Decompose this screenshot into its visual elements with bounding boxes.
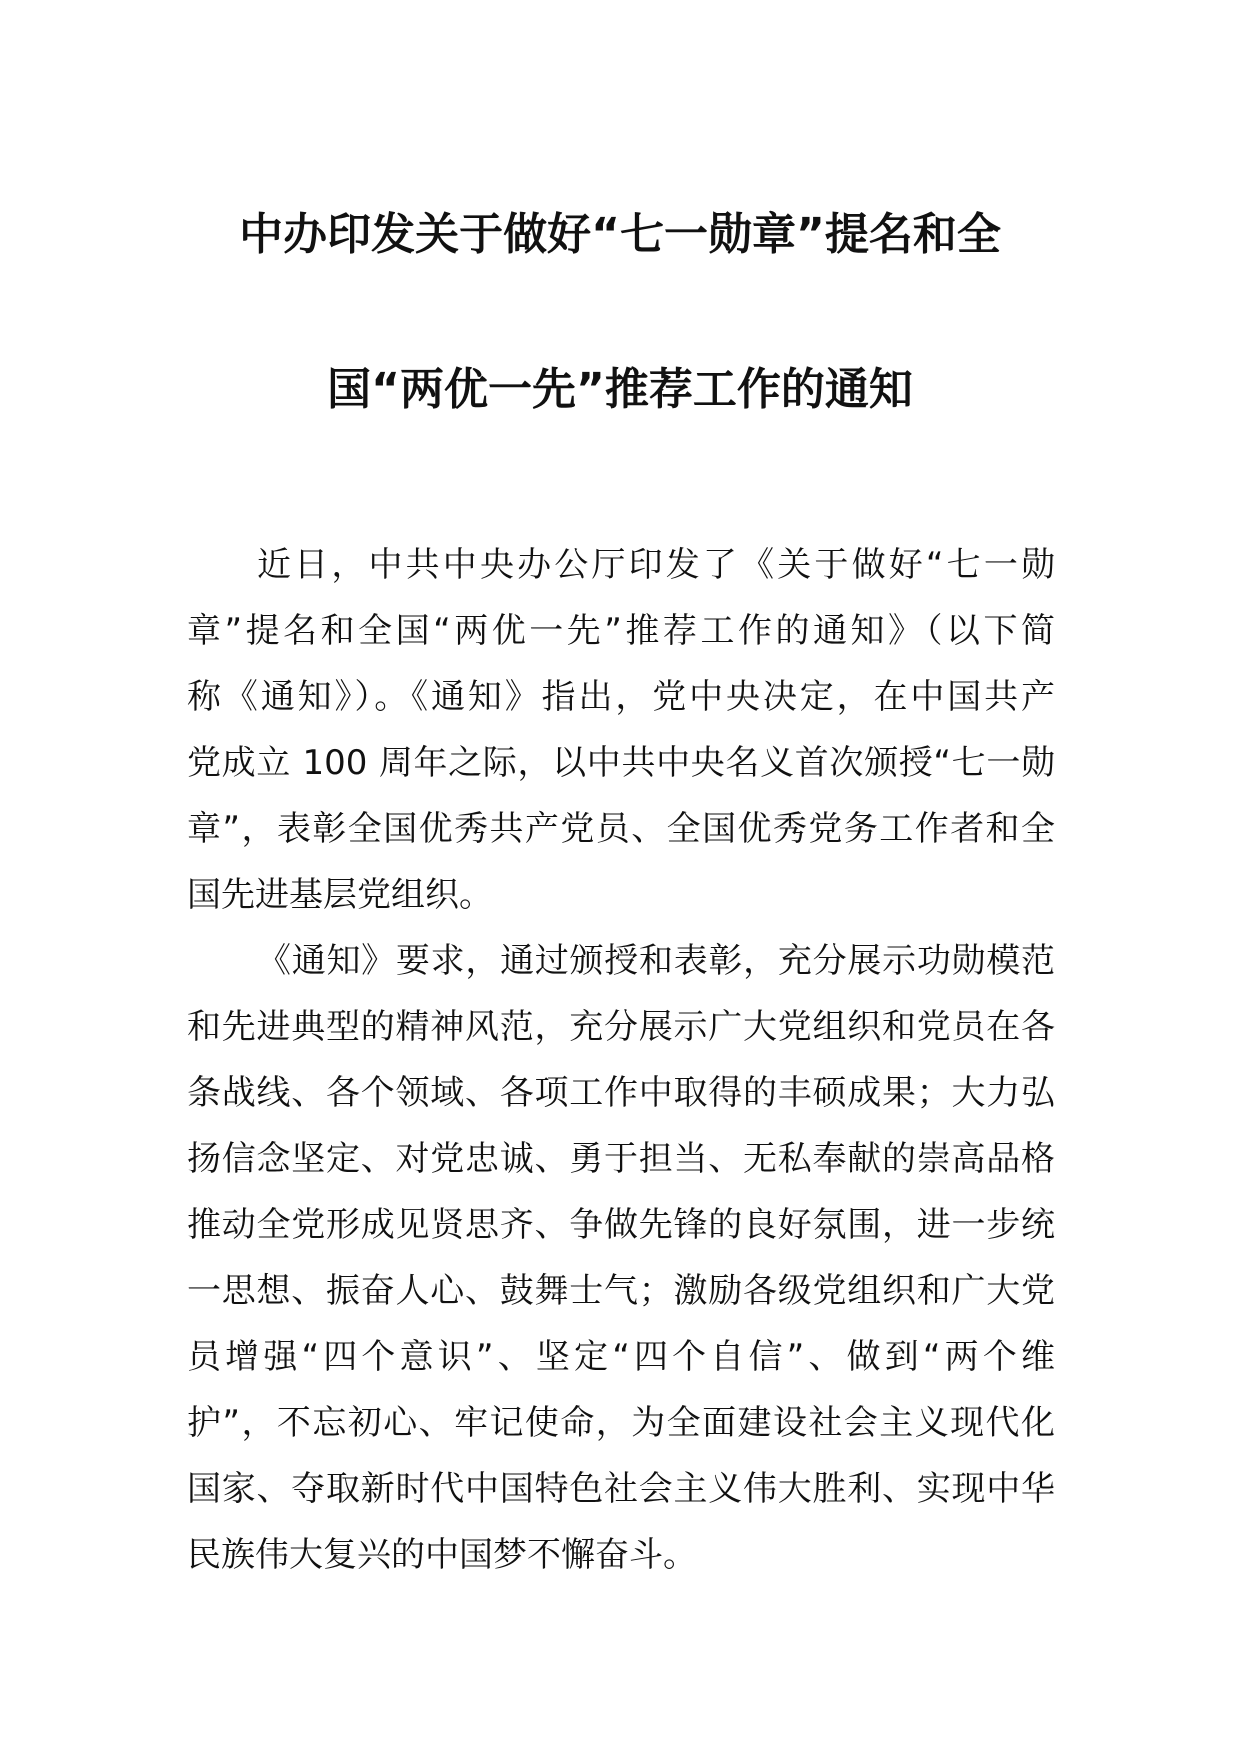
paragraph-1-line-6: 国先进基层党组织。 xyxy=(187,875,493,915)
paragraph-1-line-5: 章”，表彰全国优秀共产党员、全国优秀党务工作者和全 xyxy=(187,809,1055,849)
document-title-line-1: 中办印发关于做好“七一勋章”提名和全 xyxy=(239,209,1001,260)
paragraph-1-line-1: 近日，中共中央办公厅印发了《关于做好“七一勋 xyxy=(257,545,1055,585)
paragraph-2-line-8: 护”，不忘初心、牢记使命，为全面建设社会主义现代化 xyxy=(187,1403,1055,1443)
paragraph-2-line-3: 条战线、各个领域、各项工作中取得的丰硕成果；大力弘 xyxy=(187,1073,1055,1113)
paragraph-2-line-5: 推动全党形成见贤思齐、争做先锋的良好氛围，进一步统 xyxy=(187,1205,1055,1245)
paragraph-2-line-6: 一思想、振奋人心、鼓舞士气；激励各级党组织和广大党 xyxy=(187,1271,1055,1311)
paragraph-2-line-2: 和先进典型的精神风范，充分展示广大党组织和党员在各 xyxy=(187,1007,1055,1047)
paragraph-1-line-2: 章”提名和全国“两优一先”推荐工作的通知》（以下简 xyxy=(187,611,1055,651)
paragraph-2-line-1: 《通知》要求，通过颁授和表彰，充分展示功勋模范 xyxy=(257,941,1055,981)
paragraph-2-line-9: 国家、夺取新时代中国特色社会主义伟大胜利、实现中华 xyxy=(187,1469,1055,1509)
paragraph-2-line-10: 民族伟大复兴的中国梦不懈奋斗。 xyxy=(187,1535,697,1575)
paragraph-2-line-7: 员增强“四个意识”、坚定“四个自信”、做到“两个维 xyxy=(187,1337,1055,1377)
paragraph-1-line-3: 称《通知》）。《通知》指出，党中央决定，在中国共产 xyxy=(187,677,1055,717)
document-title-line-2: 国“两优一先”推荐工作的通知 xyxy=(327,364,913,415)
paragraph-2-line-4: 扬信念坚定、对党忠诚、勇于担当、无私奉献的崇高品格 xyxy=(187,1139,1055,1179)
paragraph-1-line-4: 党成立 100 周年之际，以中共中央名义首次颁授“七一勋 xyxy=(187,743,1055,783)
